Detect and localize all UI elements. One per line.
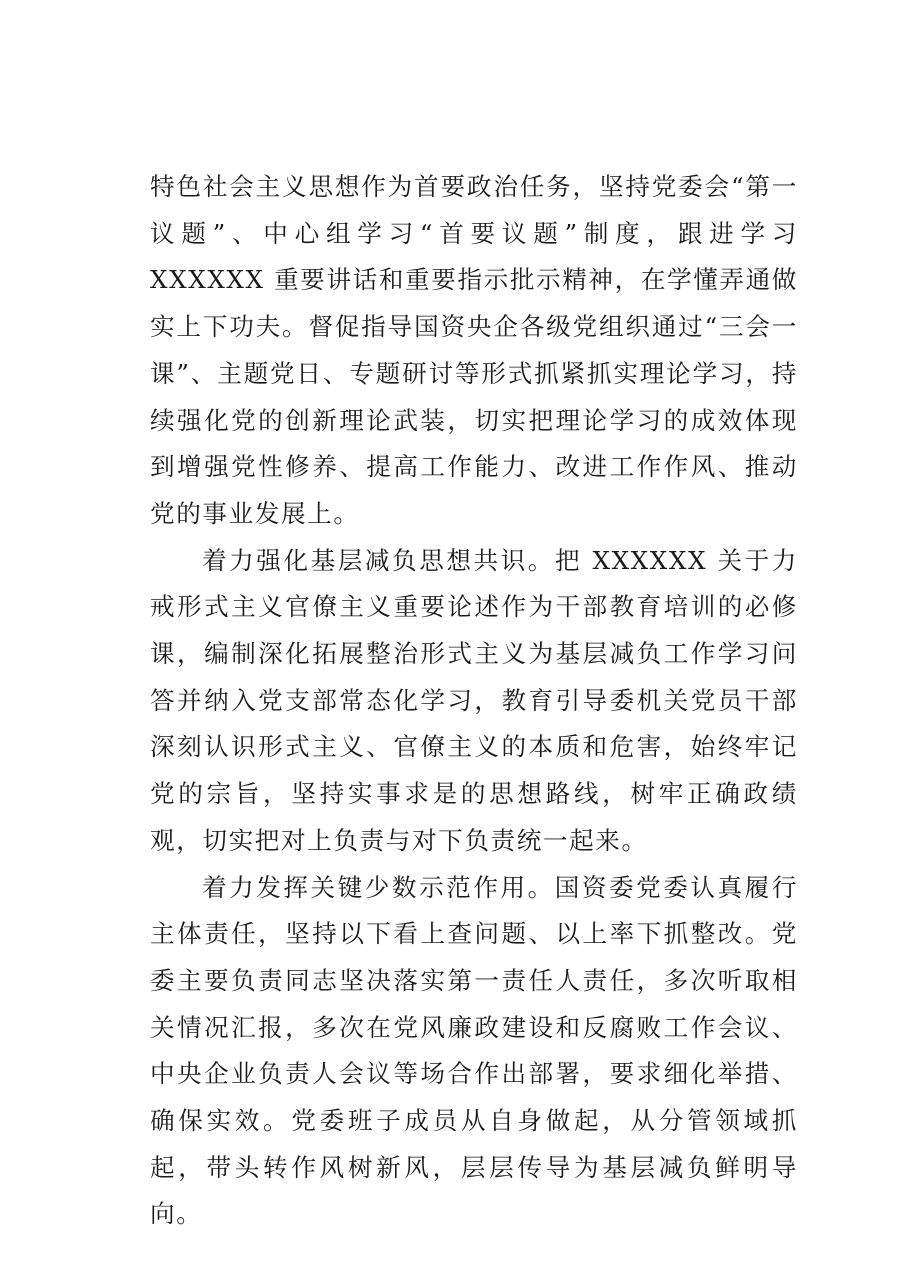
paragraph-key-minority: 着力发挥关键少数示范作用。国资委党委认真履行主体责任，坚持以下看上查问题、以上率下抓整改。党委主要负责同志坚决落实第一责任人责任，多次听取相关情况汇报，多次在党风廉政建设和反腐败工作会议、中央企业负责人会议等场合作出部署，要求细化举措、确保实效。党委班子成员从自身做起，从分管领域抓起，带头转作风树新风，层层传导为基层减负鲜明导向。 [150, 872, 798, 1229]
document-body [150, 164, 798, 1238]
paragraph-continuation: 特色社会主义思想作为首要政治任务，坚持党委会“第一议题”、中心组学习“首要议题”制度，跟进学习 XXXXXX 重要讲话和重要指示批示精神，在学懂弄通做实上下功夫。督促指导国资央企各级党组织通过“三会一课”、主题党日、专题研讨等形式抓紧抓实理论学习，持续强化党的创新理论武装，切实把理论学习的成效体现到增强党性修养、提高工作能力、改进工作作风、推动党的事业发展上。 [150, 172, 798, 528]
paragraph-grassroots-burden: 着力强化基层减负思想共识。把 XXXXXX 关于力戒形式主义官僚主义重要论述作为干部教育培训的必修课，编制深化拓展整治形式主义为基层减负工作学习问答并纳入党支部常态化学习，教育引导委机关党员干部深刻认识形式主义、官僚主义的本质和危害，始终牢记党的宗旨，坚持实事求是的思想路线，树牢正确政绩观，切实把对上负责与对下负责统一起来。 [150, 545, 798, 855]
